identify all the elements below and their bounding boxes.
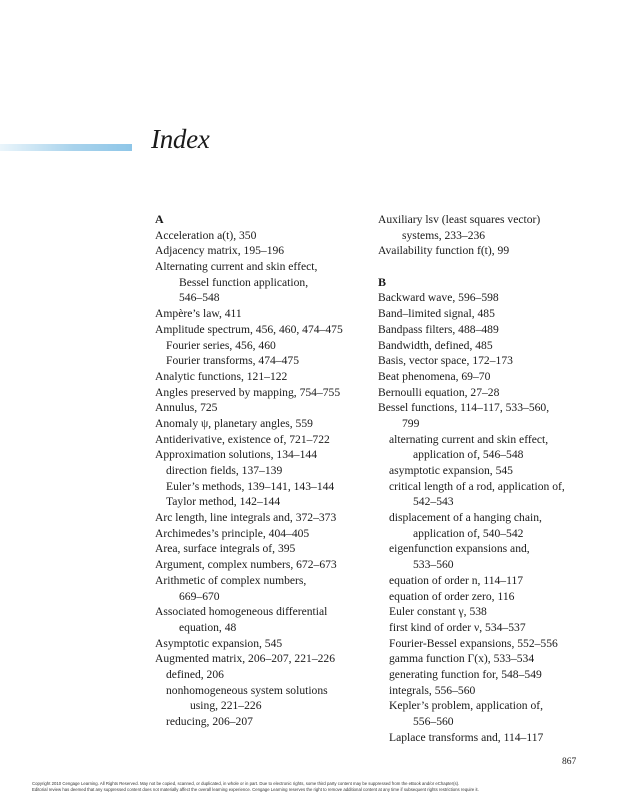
index-entry: Acceleration a(t), 350 xyxy=(155,228,257,242)
index-entry: equation of order n, 114–117 xyxy=(389,573,524,587)
index-entry: application of, 540–542 xyxy=(413,526,524,540)
index-entry: Fourier-Bessel expansions, 552–556 xyxy=(389,636,558,650)
page-number: 867 xyxy=(562,757,577,767)
index-entry: Laplace transforms and, 114–117 xyxy=(389,730,544,744)
copyright-line: Copyright 2010 Cengage Learning. All Rights Reserved. May not be copied, scanned, or duplicated, in whole or in part. Due to electronic rights, some third party content may be suppressed from the eBook and/or eChapter(s). xyxy=(32,781,460,786)
index-entry: 546–548 xyxy=(179,291,220,305)
index-entry: Asymptotic expansion, 545 xyxy=(155,636,283,650)
index-entry: Bernoulli equation, 27–28 xyxy=(378,385,500,399)
index-entry: Fourier series, 456, 460 xyxy=(166,338,276,352)
index-entry: Analytic functions, 121–122 xyxy=(155,369,288,383)
index-entry: 542–543 xyxy=(413,495,454,509)
index-entry: gamma function Γ(x), 533–534 xyxy=(389,652,535,666)
index-entry: Associated homogeneous differential xyxy=(155,605,328,619)
index-entry: Ampère’s law, 411 xyxy=(155,307,242,321)
index-entry: Argument, complex numbers, 672–673 xyxy=(155,558,337,572)
index-entry: 669–670 xyxy=(179,589,220,603)
index-entry: Adjacency matrix, 195–196 xyxy=(155,244,285,258)
index-entry: Antiderivative, existence of, 721–722 xyxy=(155,432,330,446)
index-entry: Bessel functions, 114–117, 533–560, xyxy=(378,401,550,415)
index-column-right xyxy=(378,212,603,745)
index-entry: Anomaly ψ, planetary angles, 559 xyxy=(155,416,313,430)
index-entry: Archimedes’s principle, 404–405 xyxy=(155,526,310,540)
index-entry: Amplitude spectrum, 456, 460, 474–475 xyxy=(155,322,343,336)
index-column-left xyxy=(155,212,380,730)
index-entry: generating function for, 548–549 xyxy=(389,667,542,681)
index-entry: Availability function f(t), 99 xyxy=(378,244,510,258)
index-spacer xyxy=(378,259,603,275)
index-entry: Band–limited signal, 485 xyxy=(378,307,495,321)
index-entry: Bessel function application, xyxy=(179,275,309,289)
page-title: Index xyxy=(151,124,210,154)
index-entry: asymptotic expansion, 545 xyxy=(389,464,513,477)
index-entry: Euler constant γ, 538 xyxy=(389,605,487,619)
index-entry: 533–560 xyxy=(413,558,454,572)
index-letter-heading: A xyxy=(155,212,164,226)
index-entry: Arithmetic of complex numbers, xyxy=(155,573,307,587)
index-entry: direction fields, 137–139 xyxy=(166,464,283,477)
index-entry: critical length of a rod, application of, xyxy=(389,479,565,493)
index-entry: application of, 546–548 xyxy=(413,448,524,462)
index-entry: Area, surface integrals of, 395 xyxy=(155,542,296,556)
index-entry: Angles preserved by mapping, 754–755 xyxy=(155,385,341,399)
index-entry: integrals, 556–560 xyxy=(389,683,476,697)
index-entry: Annulus, 725 xyxy=(155,401,218,415)
index-entry: Bandwidth, defined, 485 xyxy=(378,338,493,352)
index-entry: Auxiliary lsv (least squares vector) xyxy=(378,213,541,226)
index-entry: Kepler’s problem, application of, xyxy=(389,699,544,713)
index-entry: equation of order zero, 116 xyxy=(389,589,515,603)
index-entry: Taylor method, 142–144 xyxy=(166,495,281,509)
index-entry: systems, 233–236 xyxy=(402,228,486,242)
index-entry: Fourier transforms, 474–475 xyxy=(166,354,299,368)
index-entry: displacement of a hanging chain, xyxy=(389,511,542,525)
index-entry: eigenfunction expansions and, xyxy=(389,542,530,556)
index-entry: 556–560 xyxy=(413,715,454,728)
index-entry: defined, 206 xyxy=(166,667,224,681)
index-entry: using, 221–226 xyxy=(190,699,262,713)
index-entry: equation, 48 xyxy=(179,620,237,634)
decorative-accent-bar xyxy=(0,144,132,151)
index-entry: first kind of order ν, 534–537 xyxy=(389,620,526,634)
index-entry: Beat phenomena, 69–70 xyxy=(378,369,491,383)
index-entry: Approximation solutions, 134–144 xyxy=(155,448,317,462)
index-entry: nonhomogeneous system solutions xyxy=(166,683,328,697)
index-letter-heading: B xyxy=(378,274,387,289)
index-entry: Alternating current and skin effect, xyxy=(155,260,318,274)
index-entry: Arc length, line integrals and, 372–373 xyxy=(155,511,337,525)
copyright-line: Editorial review has deemed that any suppressed content does not materially affect the overall learning experience. Cengage Learning reserves the right to remove additional content at any time if subsequent rights restrictions require it. xyxy=(32,787,479,793)
index-entry: Augmented matrix, 206–207, 221–226 xyxy=(155,652,336,666)
index-entry: Backward wave, 596–598 xyxy=(378,291,499,305)
index-entry: reducing, 206–207 xyxy=(166,715,253,728)
index-entry: alternating current and skin effect, xyxy=(389,432,549,446)
index-entry: Euler’s methods, 139–141, 143–144 xyxy=(166,479,335,493)
copyright-notice xyxy=(32,781,602,793)
index-entry: Bandpass filters, 488–489 xyxy=(378,322,499,336)
index-entry: 799 xyxy=(402,416,420,430)
index-entry: Basis, vector space, 172–173 xyxy=(378,354,513,368)
